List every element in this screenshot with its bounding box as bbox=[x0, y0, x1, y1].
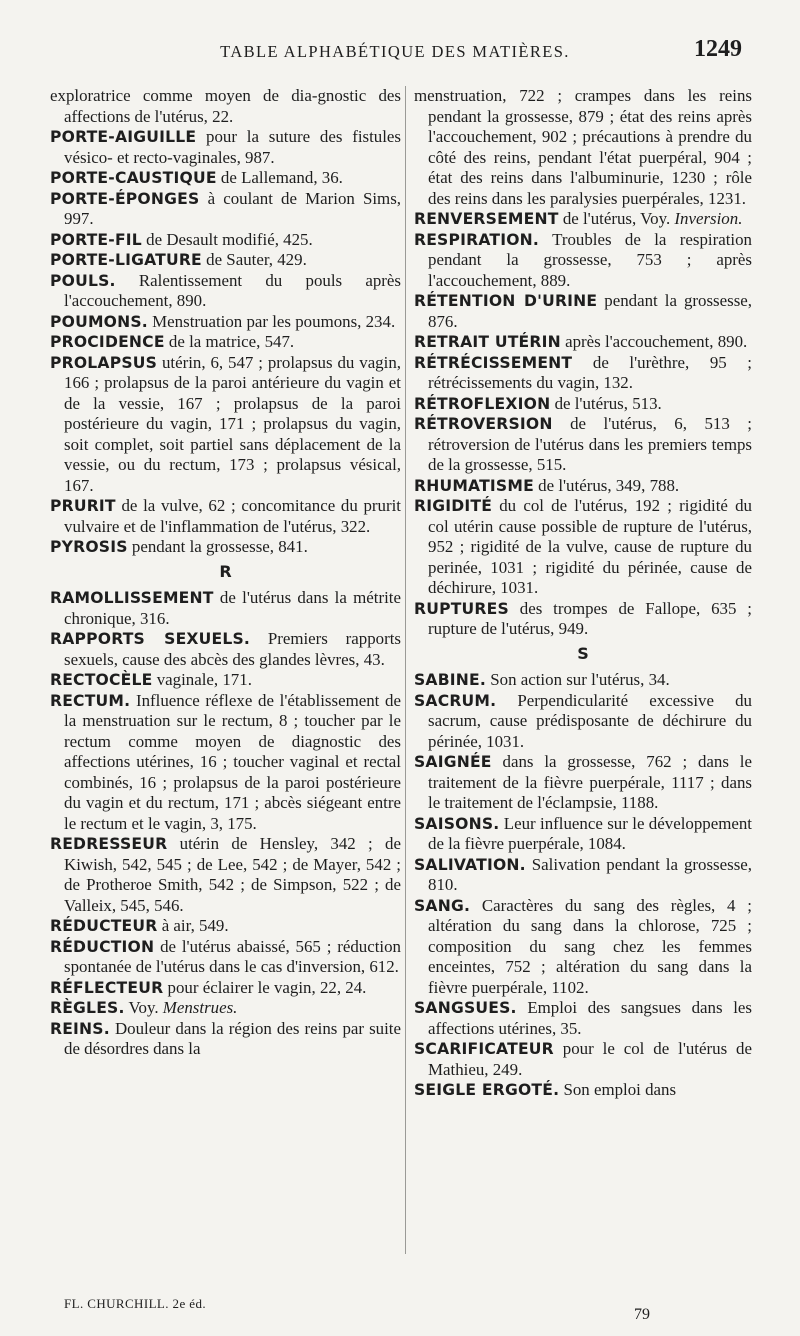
index-entry bbox=[50, 168, 401, 189]
entry-text: vaginale, 171. bbox=[152, 670, 252, 689]
entry-text: Douleur dans la région des reins par suite de désordres dans la bbox=[64, 1018, 401, 1058]
entry-text: dans la grossesse, 762 ; dans le traitement de la fièvre puerpérale, 1117 ; dans le traitement de l'éclampsie, 1188. bbox=[428, 752, 752, 812]
page-header bbox=[48, 36, 742, 66]
gathering-number: 79 bbox=[634, 1306, 650, 1323]
entry-text: après l'accouchement, 890. bbox=[560, 332, 748, 351]
entry-text: Son emploi dans bbox=[559, 1080, 677, 1099]
entry-text: Son action sur l'utérus, 34. bbox=[486, 670, 670, 689]
entry-headword: PORTE-FIL bbox=[50, 230, 142, 249]
entry-headword: PROCIDENCE bbox=[50, 333, 165, 351]
entry-headword: RAMOLLISSEMENT bbox=[50, 589, 214, 607]
index-entry bbox=[414, 1039, 752, 1080]
entry-text: utérin de Hensley, 342 ; de Kiwish, 542, 545 ; de Lee, 542 ; de Mayer, 542 ; de Protheroe Smith, 542 ; de Simpson, 522 ; de Valleix, 545, 546. bbox=[64, 834, 401, 915]
entry-headword: RECTUM. bbox=[50, 691, 131, 710]
entry-headword: SANGSUES. bbox=[414, 999, 517, 1017]
left-column bbox=[50, 86, 401, 1060]
index-entry bbox=[414, 86, 752, 209]
entry-headword: RÉTRÉCISSEMENT bbox=[414, 353, 573, 372]
entry-text: Menstruation par les poumons, 234. bbox=[147, 311, 396, 331]
index-entry bbox=[50, 670, 401, 691]
entry-headword: REDRESSEUR bbox=[50, 835, 168, 853]
index-entry bbox=[50, 629, 401, 670]
entry-headword: RAPPORTS SEXUELS. bbox=[50, 630, 251, 648]
right-column bbox=[414, 86, 752, 1101]
entry-headword: SABINE. bbox=[414, 671, 487, 689]
index-entry bbox=[414, 291, 752, 332]
index-entry bbox=[50, 189, 401, 230]
entry-text: Leur influence sur le développement de la fièvre puerpérale, 1084. bbox=[428, 813, 752, 853]
entry-headword: RÈGLES. bbox=[50, 999, 125, 1017]
printer-signature: FL. CHURCHILL. 2e éd. bbox=[64, 1296, 206, 1311]
entry-text: Premiers rapports sexuels, cause des abcès des glandes lèvres, 43. bbox=[64, 629, 401, 669]
entry-text: Caractères du sang des règles, 4 ; altération du sang dans la chlorose, 725 ; composition du sang chez les femmes enceintes, 752 ; altération du sang dans la fièvre puerpérale, 1102. bbox=[428, 895, 752, 997]
index-entry bbox=[414, 998, 752, 1039]
entry-text: Voy. bbox=[124, 998, 163, 1017]
index-entry bbox=[414, 394, 752, 415]
section-letter: R bbox=[219, 561, 232, 581]
entry-cross-reference: Menstrues. bbox=[162, 998, 238, 1017]
column-divider bbox=[405, 86, 406, 1254]
entry-text: utérin, 6, 547 ; prolapsus du vagin, 166 ; prolapsus de la paroi antérieure du vagin et de la vessie, 167 ; prolapsus de la paroi postérieure du vagin, 171 ; prolapsus du vagin, soit complet, soit partiel sans déplacement de la vessie, ou du rectum, 173 ; prolapsus vésical, 167. bbox=[64, 352, 401, 495]
entry-headword: SCARIFICATEUR bbox=[414, 1040, 554, 1058]
running-title: TABLE ALPHABÉTIQUE DES MATIÈRES. bbox=[220, 42, 570, 61]
entry-text: de Sauter, 429. bbox=[201, 250, 307, 269]
index-entry bbox=[414, 332, 752, 353]
entry-text: de l'urèthre, 95 ; rétrécissements du vagin, 132. bbox=[428, 352, 752, 392]
entry-text: Salivation pendant la grossesse, 810. bbox=[428, 854, 752, 894]
entry-headword: RÉDUCTEUR bbox=[50, 917, 158, 935]
entry-text: des trompes de Fallope, 635 ; rupture de l'utérus, 949. bbox=[428, 598, 752, 638]
entry-headword: PROLAPSUS bbox=[50, 353, 158, 372]
index-entry bbox=[50, 271, 401, 312]
entry-text: à air, 549. bbox=[157, 916, 229, 935]
entry-text: de Desault modifié, 425. bbox=[141, 229, 313, 249]
index-entry bbox=[50, 588, 401, 629]
entry-text: de l'utérus, 6, 513 ; rétroversion de l'utérus dans les premiers temps de la grossesse, 515. bbox=[428, 414, 752, 474]
index-entry bbox=[414, 752, 752, 814]
entry-text: exploratrice comme moyen de dia-gnostic des affections de l'utérus, 22. bbox=[50, 86, 401, 126]
entry-headword: PYROSIS bbox=[50, 538, 128, 556]
index-entry bbox=[414, 476, 752, 497]
page-number: 1249 bbox=[694, 36, 742, 62]
entry-headword: PORTE-LIGATURE bbox=[50, 251, 202, 269]
entry-text: à coulant de Marion Sims, 997. bbox=[64, 188, 401, 228]
index-entry bbox=[50, 537, 401, 558]
entry-headword: SAIGNÉE bbox=[414, 753, 492, 771]
index-entry bbox=[50, 250, 401, 271]
entry-text: pendant la grossesse, 876. bbox=[428, 291, 752, 331]
entry-text: de l'utérus abaissé, 565 ; réduction spontanée de l'utérus dans le cas d'inversion, 612. bbox=[64, 936, 401, 976]
entry-text: de l'utérus, 349, 788. bbox=[533, 475, 680, 495]
index-entry bbox=[50, 332, 401, 353]
entry-headword: RENVERSEMENT bbox=[414, 210, 559, 228]
index-entry bbox=[50, 127, 401, 168]
index-entry bbox=[50, 834, 401, 916]
index-entry bbox=[50, 496, 401, 537]
entry-text: Influence réflexe de l'établissement de la menstruation sur le rectum, 8 ; toucher par le rectum comme moyen de diagnostic des affections utérines, 16 ; toucher vaginal et rectal combinés, 16 ; prolapsus de la paroi postérieure du vagin et du rectum, 171 ; abcès siégeant entre le rectum et le vagin, 3, 175. bbox=[64, 690, 401, 833]
index-entry bbox=[50, 691, 401, 835]
entry-text: de la matrice, 547. bbox=[164, 332, 295, 351]
entry-text: pour éclairer le vagin, 22, 24. bbox=[163, 977, 367, 997]
index-entry bbox=[50, 312, 401, 333]
entry-text: Emploi des sangsues dans les affections utérines, 35. bbox=[428, 998, 752, 1038]
entry-headword: SAISONS. bbox=[414, 814, 500, 833]
entry-headword: RÉTROFLEXION bbox=[414, 394, 551, 413]
entry-headword: RÉDUCTION bbox=[50, 937, 155, 956]
entry-text: Ralentissement du pouls après l'accouchement, 890. bbox=[64, 270, 401, 310]
index-entry bbox=[414, 414, 752, 476]
index-entry bbox=[414, 209, 752, 230]
index-entry bbox=[414, 353, 752, 394]
entry-headword: RÉFLECTEUR bbox=[50, 978, 164, 997]
entry-headword: SANG. bbox=[414, 896, 471, 915]
entry-text: de Lallemand, 36. bbox=[216, 168, 343, 187]
index-entry bbox=[414, 855, 752, 896]
entry-text: du col de l'utérus, 192 ; rigidité du col utérin cause possible de rupture de l'utérus, 952 ; rigidité de la vulve, cause de rupture du perinée, 1031 ; rigidité du périnée, cause de déchirure, 1031. bbox=[428, 496, 752, 597]
index-entry bbox=[414, 691, 752, 753]
index-entry bbox=[414, 896, 752, 999]
index-entry bbox=[414, 599, 752, 640]
index-entry bbox=[414, 1080, 752, 1101]
entry-headword: REINS. bbox=[50, 1019, 110, 1038]
index-entry bbox=[50, 916, 401, 937]
entry-text: de l'utérus, Voy. bbox=[558, 209, 675, 228]
index-entry bbox=[50, 86, 401, 127]
entry-headword: RESPIRATION. bbox=[414, 230, 540, 249]
index-entry bbox=[50, 353, 401, 497]
entry-text: menstruation, 722 ; crampes dans les reins pendant la grossesse, 879 ; état des reins après l'accouchement, 902 ; précautions à prendre du côté des reins, pendant l'état puerpéral, 904 ; état des reins dans l'albuminurie, 1230 ; rôle des reins dans les paralysies puerpérales, 1231. bbox=[414, 86, 752, 208]
entry-headword: SACRUM. bbox=[414, 691, 497, 710]
entry-headword: RÉTROVERSION bbox=[414, 415, 553, 433]
entry-text: Troubles de la respiration pendant la grossesse, 753 ; après l'accouchement, 889. bbox=[428, 229, 752, 290]
entry-headword: POUMONS. bbox=[50, 312, 148, 331]
index-entry bbox=[414, 670, 752, 691]
index-entry bbox=[50, 937, 401, 978]
index-entry bbox=[414, 814, 752, 855]
entry-headword: RETRAIT UTÉRIN bbox=[414, 333, 561, 351]
index-entry bbox=[50, 998, 401, 1019]
entry-headword: PRURIT bbox=[50, 497, 116, 515]
entry-text: pour le col de l'utérus de Mathieu, 249. bbox=[428, 1039, 752, 1079]
entry-text: de la vulve, 62 ; concomitance du prurit vulvaire et de l'inflammation de l'utérus, 322. bbox=[64, 496, 401, 536]
index-entry bbox=[50, 978, 401, 999]
entry-headword: POULS. bbox=[50, 271, 116, 290]
entry-headword: PORTE-ÉPONGES bbox=[50, 189, 200, 208]
section-letter: S bbox=[577, 643, 589, 663]
entry-text: Perpendicularité excessive du sacrum, cause prédisposante de déchirure du périnée, 1031. bbox=[428, 690, 752, 751]
entry-cross-reference: Inversion. bbox=[674, 209, 743, 228]
entry-text: de l'utérus dans la métrite chronique, 316. bbox=[64, 588, 401, 628]
index-entry bbox=[50, 230, 401, 251]
entry-headword: SEIGLE ERGOTÉ. bbox=[414, 1081, 560, 1099]
index-entry bbox=[414, 230, 752, 292]
entry-headword: PORTE-AIGUILLE bbox=[50, 128, 197, 146]
entry-headword: RUPTURES bbox=[414, 599, 509, 618]
entry-text: pendant la grossesse, 841. bbox=[127, 537, 308, 556]
entry-headword: SALIVATION. bbox=[414, 855, 526, 874]
index-entry bbox=[50, 1019, 401, 1060]
entry-headword: RIGIDITÉ bbox=[414, 497, 493, 515]
entry-text: de l'utérus, 513. bbox=[550, 393, 662, 413]
entry-headword: RHUMATISME bbox=[414, 476, 534, 495]
entry-text: pour la suture des fistules vésico- et recto-vaginales, 987. bbox=[64, 127, 401, 167]
entry-headword: PORTE-CAUSTIQUE bbox=[50, 169, 217, 187]
entry-headword: RÉTENTION D'URINE bbox=[414, 292, 598, 310]
entry-headword: RECTOCÈLE bbox=[50, 671, 153, 689]
index-entry bbox=[414, 496, 752, 599]
